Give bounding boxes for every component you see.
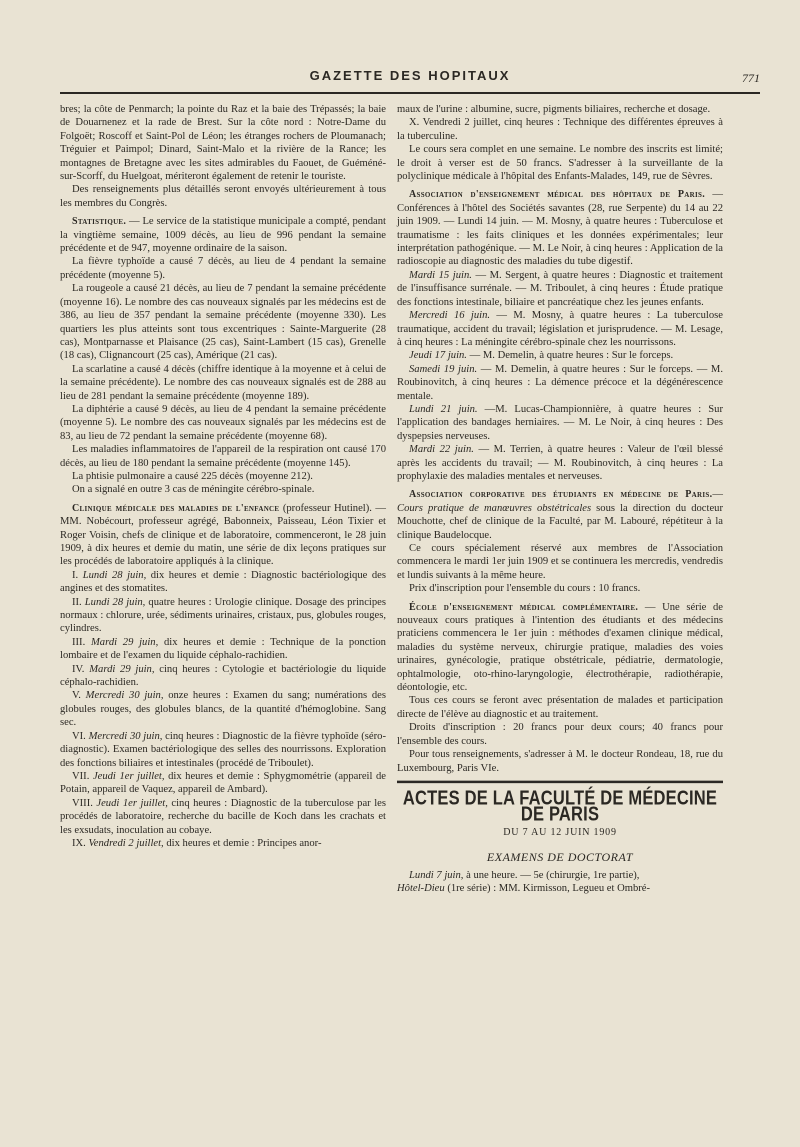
paragraph: La fièvre typhoïde a causé 7 décès, au lieu de 4 pendant la semaine précédente (moyenne 5).: [60, 256, 386, 281]
page-header: [60, 68, 760, 94]
paragraph-text: — Conférences à l'hôtel des Sociétés savantes (28, rue Serpente) du 14 au 22 juin 1909. — Lundi 14 juin. — M. Mosny, à quatre heures : Tuberculose et traumatisme : les faits cliniques et les données expérimentales; leur interprétation pathogénique. — M. Le Noir, à cinq heures : Application de la radioscopie au diagnostic des maladies du tube digestif.: [397, 189, 723, 268]
list-item: III. Mardi 29 juin, dix heures et demie : Technique de la ponction lombaire et de l'examen du liquide céphalo-rachidien.: [60, 636, 386, 662]
section-heading: École d'enseignement médical complémentaire.: [409, 601, 639, 613]
paragraph: X. Vendredi 2 juillet, cinq heures : Technique des différentes épreuves à la tuberculine.: [397, 117, 723, 142]
paragraph: La phtisie pulmonaire a causé 225 décès (moyenne 212).: [72, 470, 313, 482]
paragraph: Pour tous renseignements, s'adresser à M. le docteur Rondeau, 18, rue du Luxembourg, Paris VIe.: [397, 749, 723, 774]
list-item: VIII. Jeudi 1er juillet, cinq heures : Diagnostic de la tuberculose par les procédés de laboratoire, recherche du bacille de Koch dans les crachats et les exsudats, inoculation au cobaye.: [60, 797, 386, 836]
exam-title: EXAMENS DE DOCTORAT: [486, 850, 634, 865]
list-item: II. Lundi 28 juin, quatre heures : Urologie clinique. Dosage des principes normaux : chlorure, urée, sédiments urinaires, cristaux, pus, globules rouges, cylindres.: [60, 596, 386, 635]
paragraph: On a signalé en outre 3 cas de méningite cérébro-spinale.: [72, 484, 315, 496]
paragraph: bres; la côte de Penmarch; la pointe du Raz et la baie des Trépassés; la baie de Douarnenez et la rade de Brest. Sur la côte nord : Notre-Dame du Folgoët; Roscoff et Saint-Pol de Léon; les étranges rochers de Ploumanach; Tréguier et Paimpol; Dinard, Saint-Malo et la rivière de la Rance; les montagnes de Bretagne avec les sites admirables du Faouet, de Guéméné-sur-Scorff, du Huelgoat, mériteront également de retenir le touriste.: [60, 104, 386, 183]
exam-line: Lundi 7 juin, à une heure. — 5e (chirurgie, 1re partie),: [409, 869, 640, 881]
section-heading: Association d'enseignement médical des hôpitaux de Paris.: [409, 189, 705, 201]
journal-title: GAZETTE DES HOPITAUX: [309, 68, 511, 83]
section-heading: Statistique.: [72, 216, 127, 228]
list-item: VI. Mercredi 30 juin, cinq heures : Diagnostic de la fièvre typhoïde (séro-diagnostic). Examen bactériologique des selles des nourrissons. Exploration des fonctions biliaires et intestinales (procédé de Triboulet).: [60, 730, 386, 769]
corporative-section: Association corporative des étudiants en médecine de Paris.— Cours pratique de manœuvres obstétricales sous la direction du docteur Mouchotte, chef de clinique de la Faculté, par M. Labouré, répétiteur à la clinique Baudelocque.: [397, 489, 723, 541]
section-heading: Association corporative des étudiants en médecine de Paris.: [409, 489, 713, 501]
actes-title: ACTES DE LA FACULTÉ DE MÉDECINE DE PARIS: [397, 781, 723, 825]
list-item: Mercredi 16 juin. — M. Mosny, à quatre heures : La tuberculose traumatique, accident du travail; législation et jurisprudence. — M. Lesage, à cinq heures : La méningite cérébro-spinale chez les nourrissons.: [397, 310, 723, 348]
left-column: [60, 103, 386, 850]
paragraph: La rougeole a causé 21 décès, au lieu de 7 pendant la semaine précédente (moyenne 16). Le nombre des cas nouveaux signalés par les médecins est de 386, au lieu de 357 pendant la semaine précédente (moyenne 330). Les quartiers les plus atteints sont tous excentriques : Sainte-Marguerite (28 cas), Montparnasse et Plaisance (25 cas), Saint-Lambert (15 cas), Grenelle (18 cas), Clignancourt (25 cas), Amérique (21 cas).: [60, 283, 386, 362]
association-section: [397, 188, 723, 268]
page-number: 771: [742, 71, 760, 85]
paragraph: Les maladies inflammatoires de l'appareil de la respiration ont causé 170 décès, au lieu de 180 pendant la semaine précédente (moyenne 145).: [60, 444, 386, 469]
paragraph-text: — Le service de la statistique municipale a compté, pendant la vingtième semaine, 1009 décès, au lieu de 996 pendant la semaine précédente et de 947, moyenne ordinaire de la saison.: [60, 216, 386, 255]
list-item: VII. Jeudi 1er juillet, dix heures et demie : Sphygmométrie (appareil de Potain, appareil de Vaquez, appareil de Ambard).: [60, 770, 387, 796]
paragraph: Ce cours spécialement réservé aux membres de l'Association commencera le mardi 1er juin 1909 et se continuera les mercredis, vendredis et lundis suivants à la même heure.: [397, 543, 723, 581]
list-item: I. Lundi 28 juin, dix heures et demie : Diagnostic bactériologique des angines et des stomatites.: [60, 569, 386, 595]
right-column: [397, 103, 723, 895]
paragraph: La diphtérie a causé 9 décès, au lieu de 4 pendant la semaine précédente (moyenne 5). Le nombre des cas nouveaux signalés par les médecins est de 83, au lieu de 72 pendant la semaine précédente (moyenne 68).: [60, 403, 386, 442]
paragraph: Tous ces cours se feront avec présentation de malades et participation directe de l'élève au diagnostic et au traitement.: [397, 695, 723, 720]
list-item: IV. Mardi 29 juin, cinq heures : Cytologie et bactériologie du liquide céphalo-rachidien.: [60, 663, 386, 689]
list-item: Mardi 22 juin. — M. Terrien, à quatre heures : Valeur de l'œil blessé après les accidents du travail; — M. Roubinovitch, à cinq heures : La prophylaxie des maladies mentales et nerveuses.: [397, 444, 724, 482]
paragraph: Droits d'inscription : 20 francs pour deux cours; 40 francs pour l'ensemble des cours.: [397, 722, 723, 747]
paragraph: Le cours sera complet en une semaine. Le nombre des inscrits est limité; le droit à verser est de 50 francs. S'adresser à la surveillante de la polyclinique médicale à l'hôpital des Enfants-Malades, 149, rue de Sèvres.: [397, 144, 723, 183]
paragraph-text: — Une série de nouveaux cours pratiques à l'intention des étudiants et des médecins praticiens commencera le 1er juin : méthodes d'examen clinique médical, maladies du système nerveux, chirurgie pratique, maladies des voies urinaires, gynécologie, pratique obstétricale, pédiatrie, dermatologie, ophtalmologie, oto-rhino-laryngologie, électrothérapie, radiothérapie, déontologie, etc.: [397, 601, 723, 694]
list-item: Jeudi 17 juin. — M. Demelin, à quatre heures : Sur le forceps.: [409, 350, 674, 362]
paragraph: Des renseignements plus détaillés seront envoyés ultérieurement à tous les membres du Congrès.: [60, 184, 386, 209]
paragraph: La scarlatine a causé 4 décès (chiffre identique à la moyenne et à celui de la semaine précédente). Le nombre des cas nouveaux signalés est de 288 au lieu de 281 pendant la semaine précédente (moyenne 189).: [60, 363, 386, 402]
ecole-section: [397, 601, 723, 695]
list-item: V. Mercredi 30 juin, onze heures : Examen du sang; numérations des globules rouges, des globules blancs, de la quantité d'hémoglobine. Sang sec.: [60, 690, 386, 729]
clinique-section: [60, 502, 386, 569]
exam-line: Hôtel-Dieu (1re série) : MM. Kirmisson, Legueu et Ombré-: [397, 882, 651, 894]
list-item: Samedi 19 juin. — M. Demelin, à quatre heures : Sur le forceps. — M. Roubinovitch, à cinq heures : La démence précoce et la dégénérescence mentale.: [397, 363, 723, 402]
actes-subtitle: DU 7 AU 12 JUIN 1909: [503, 826, 617, 838]
list-item: Lundi 21 juin. —M. Lucas-Championnière, à quatre heures : Sur l'application des bandages herniaires. — M. Le Noir, à cinq heures : Des dyspepsies nerveuses.: [397, 403, 723, 442]
statistique-section: [60, 215, 386, 255]
paragraph: Prix d'inscription pour l'ensemble du cours : 10 francs.: [409, 583, 641, 595]
list-item: IX. Vendredi 2 juillet, dix heures et demie : Principes anor-: [72, 837, 322, 849]
list-item: Mardi 15 juin. — M. Sergent, à quatre heures : Diagnostic et traitement de l'insuffisance surrénale. — M. Triboulet, à cinq heures : Étude pratique des fonctions intestinale, biliaire et pancréatique chez les jeunes enfants.: [397, 269, 723, 308]
section-heading: Clinique médicale des maladies de l'enfance: [72, 502, 280, 514]
paragraph: maux de l'urine : albumine, sucre, pigments biliaires, recherche et dosage.: [397, 104, 711, 115]
paragraph-text: (professeur Hutinel). — MM. Nobécourt, professeur agrégé, Babonneix, Paisseau, Léon Tixier et Roger Voisin, chefs de clinique et de laboratoire, commenceront, le 28 juin 1909, à dix heures et demie du matin, une série de dix leçons pratiques sur les procédés de laboratoire appliqués à la clinique.: [60, 502, 386, 568]
